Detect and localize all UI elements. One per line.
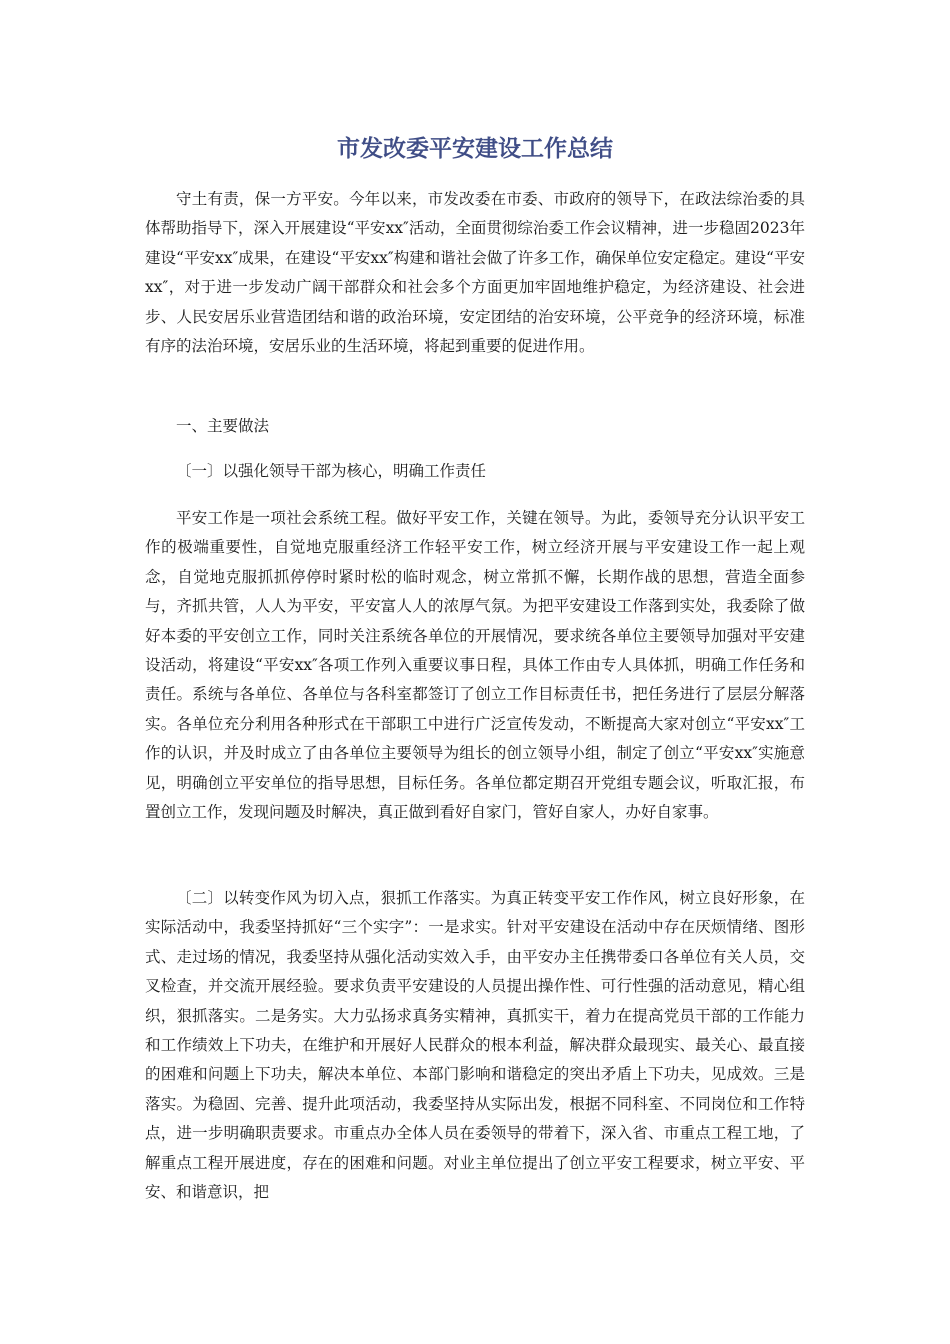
subsection-heading-leadership: 〔一〕以强化领导干部为核心，明确工作责任 bbox=[176, 462, 487, 480]
work-style-paragraph: 〔二〕以转变作风为切入点，狠抓工作落实。为真正转变平安工作作风，树立良好形象，在实际活动中，我委坚持抓好“三个实字”：一是求实。针对平安建设在活动中存在厌烦情绪、图形式、走过场的情况，我委坚持从强化活动实效入手，由平安办主任携带委口各单位有关人员，交叉检查，并交流开展经验。要求负责平安建设的人员提出操作性、可行性强的活动意见，精心组织，狠抓落实。二是务实。大力弘扬求真务实精神，真抓实干，着力在提高党员干部的工作能力和工作绩效上下功夫，在维护和开展好人民群众的根本利益，解决群众最现实、最关心、最直接的困难和问题上下功夫，解决本单位、本部门影响和谐稳定的突出矛盾上下功夫，见成效。三是落实。为稳固、完善、提升此项活动，我委坚持从实际出发，根据不同科室、不同岗位和工作特点，进一步明确职责要求。市重点办全体人员在委领导的带着下，深入省、市重点工程工地，了解重点工程开展进度，存在的困难和问题。对业主单位提出了创立平安工程要求，树立平安、平安、和谐意识，把 bbox=[145, 889, 805, 1202]
leadership-paragraph: 平安工作是一项社会系统工程。做好平安工作，关键在领导。为此，委领导充分认识平安工作的极端重要性，自觉地克服重经济工作轻平安工作，树立经济开展与平安建设工作一起上观念，自觉地克服抓抓停停时紧时松的临时观念，树立常抓不懈，长期作战的思想，营造全面参与，齐抓共管，人人为平安，平安富人人的浓厚气氛。为把平安建设工作落到实处，我委除了做好本委的平安创立工作，同时关注系统各单位的开展情况，要求统各单位主要领导加强对平安建设活动，将建设“平安xx″各项工作列入重要议事日程，具体工作由专人具体抓，明确工作任务和责任。系统与各单位、各单位与各科室都签订了创立工作目标责任书，把任务进行了层层分解落实。各单位充分利用各种形式在干部职工中进行广泛宣传发动，不断提高大家对创立“平安xx″工作的认识，并及时成立了由各单位主要领导为组长的创立领导小组，制定了创立“平安xx″实施意见，明确创立平安单位的指导思想，目标任务。各单位都定期召开党组专题会议，听取汇报，布置创立工作，发现问题及时解决，真正做到看好自家门，管好自家人，办好自家事。 bbox=[145, 509, 805, 822]
document-title: 市发改委平安建设工作总结 bbox=[337, 136, 613, 162]
intro-paragraph: 守土有责，保一方平安。今年以来，市发改委在市委、市政府的领导下，在政法综治委的具体帮助指导下，深入开展建设“平安xx″活动，全面贯彻综治委工作会议精神，进一步稳固2023年建设“平安xx″成果，在建设“平安xx″构建和谐社会做了许多工作，确保单位安定稳定。建设“平安xx″，对于进一步发动广阔干部群众和社会多个方面更加牢固地维护稳定，为经济建设、社会进步、人民安居乐业营造团结和谐的政治环境，安定团结的治安环境，公平竞争的经济环境，标准有序的法治环境，安居乐业的生活环境，将起到重要的促进作用。 bbox=[145, 190, 805, 356]
section-heading-main-practices: 一、主要做法 bbox=[176, 417, 270, 435]
